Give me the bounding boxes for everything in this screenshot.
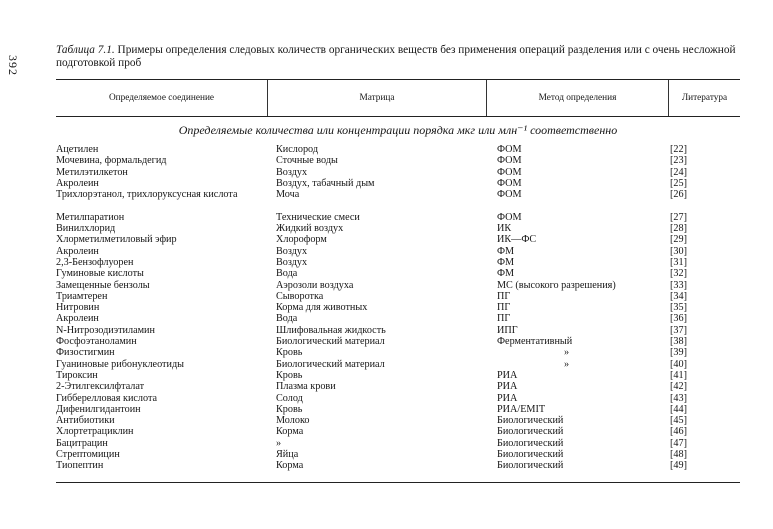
reference-cell: [31] — [670, 256, 687, 268]
matrix-cell: Моча — [276, 189, 300, 201]
reference-cell: [41] — [670, 369, 687, 381]
compound-cell: N-Нитрозодиэтиламин — [56, 324, 155, 336]
matrix-cell: Воздух — [276, 256, 308, 268]
method-cell: ФМ — [497, 256, 515, 268]
reference-cell: [44] — [670, 403, 687, 415]
compound-cell: Гуаниновые рибонуклеотиды — [56, 358, 184, 370]
reference-cell: [48] — [670, 449, 687, 461]
matrix-cell: Хлороформ — [276, 234, 327, 246]
compound-cell: Триамтерен — [56, 290, 108, 302]
caption-text: Примеры определения следовых количеств органических веществ без применения операций разделения или с очень несложной подготовкой проб — [56, 44, 736, 69]
compound-cell: Гуминовые кислоты — [56, 268, 144, 280]
compound-cell: Стрептомицин — [56, 449, 120, 461]
table-row — [56, 404, 746, 415]
compound-cell: Хлорметилметиловый эфир — [56, 234, 177, 246]
matrix-cell: Вода — [276, 268, 298, 280]
compound-cell: Замещенные бензолы — [56, 279, 150, 291]
table-row — [56, 257, 746, 268]
method-cell: Биологический — [497, 460, 564, 472]
table-row — [56, 280, 746, 291]
matrix-cell: Кислород — [276, 144, 319, 155]
method-cell: ПГ — [497, 313, 511, 325]
reference-cell: [27] — [670, 211, 687, 223]
header-literature: Литература — [681, 93, 728, 103]
matrix-cell: Плазма крови — [276, 381, 336, 393]
method-cell: Биологический — [497, 437, 564, 449]
matrix-cell: Сыворотка — [276, 290, 324, 302]
method-cell: МС (высокого разрешения) — [497, 279, 616, 291]
compound-cell: Трихлорэтанол, трихлоруксусная кислота — [56, 189, 238, 201]
method-cell: » — [564, 347, 570, 359]
header-matrix: Матрица — [359, 93, 395, 103]
reference-cell: [33] — [670, 279, 687, 291]
reference-cell: [32] — [670, 268, 687, 280]
method-cell: ФМ — [497, 245, 515, 257]
table-row — [56, 415, 746, 426]
reference-cell: [38] — [670, 336, 687, 348]
compound-cell: Дифенилгидантоин — [56, 403, 141, 415]
table-row — [56, 155, 746, 166]
matrix-cell: Кровь — [276, 347, 303, 359]
table-row — [56, 426, 746, 437]
method-cell: ФОМ — [497, 144, 522, 155]
matrix-cell: Воздух, табачный дым — [276, 177, 375, 189]
method-cell: Биологический — [497, 449, 564, 461]
compound-cell: Антибиотики — [56, 415, 115, 427]
matrix-cell: Сточные воды — [276, 155, 338, 167]
matrix-cell: Корма для животных — [276, 302, 368, 314]
matrix-cell: Биологический материал — [276, 336, 385, 348]
matrix-cell: Кровь — [276, 369, 303, 381]
method-cell: Ферментативный — [497, 336, 573, 348]
method-cell: ФОМ — [497, 189, 522, 201]
method-cell: ПГ — [497, 302, 511, 314]
compound-cell: Винилхлорид — [56, 223, 116, 235]
matrix-cell: Жидкий воздух — [276, 223, 344, 235]
reference-cell: [43] — [670, 392, 687, 404]
matrix-cell: Солод — [276, 392, 303, 404]
header-compound: Определяемое соединение — [108, 93, 215, 103]
matrix-cell: Корма — [276, 460, 304, 472]
table-row — [56, 234, 746, 245]
reference-cell: [45] — [670, 415, 687, 427]
compound-cell: Нитровин — [56, 302, 100, 314]
reference-cell: [37] — [670, 324, 687, 336]
compound-cell: Фосфоэтаноламин — [56, 336, 137, 348]
method-cell: » — [564, 358, 570, 370]
reference-cell: [30] — [670, 245, 687, 257]
matrix-cell: » — [276, 437, 282, 449]
reference-cell: [36] — [670, 313, 687, 325]
reference-cell: [47] — [670, 437, 687, 449]
table-row — [56, 313, 746, 324]
table-row — [56, 178, 746, 189]
compound-cell: Акролеин — [56, 177, 99, 189]
table-row — [56, 144, 746, 155]
method-cell: ФМ — [497, 268, 515, 280]
reference-cell: [25] — [670, 177, 687, 189]
table-row — [56, 212, 746, 223]
method-cell: ИПГ — [497, 324, 518, 336]
table-row — [56, 246, 746, 257]
table-row — [56, 347, 746, 358]
compound-cell: Физостигмин — [56, 347, 115, 359]
table-row — [56, 302, 746, 313]
reference-cell: [35] — [670, 302, 687, 314]
caption-label: Таблица 7.1. — [56, 44, 115, 56]
table-row — [56, 189, 746, 212]
reference-cell: [46] — [670, 426, 687, 438]
compound-cell: Тиопептин — [56, 460, 104, 472]
compound-cell: Хлортетрациклин — [56, 426, 134, 438]
table-row — [56, 370, 746, 381]
table-caption — [56, 44, 756, 70]
method-cell: ПГ — [497, 290, 511, 302]
table-row — [56, 268, 746, 279]
matrix-cell: Воздух — [276, 166, 308, 178]
reference-cell: [42] — [670, 381, 687, 393]
matrix-cell: Воздух — [276, 245, 308, 257]
reference-cell: [29] — [670, 234, 687, 246]
compound-cell: Тироксин — [56, 369, 98, 381]
matrix-cell: Аэрозоли воздуха — [276, 279, 354, 291]
table-row — [56, 336, 746, 347]
compound-cell: Акролеин — [56, 313, 99, 325]
matrix-cell: Биологический материал — [276, 358, 385, 370]
method-cell: РИА — [497, 392, 518, 404]
matrix-cell: Кровь — [276, 403, 303, 415]
method-cell: РИА/EMIT — [497, 403, 546, 415]
method-cell: ФОМ — [497, 177, 522, 189]
matrix-cell: Технические смеси — [276, 211, 360, 223]
matrix-cell: Молоко — [276, 415, 310, 427]
compound-cell: Гибберелловая кислота — [56, 392, 158, 404]
reference-cell: [34] — [670, 290, 687, 302]
table-row — [56, 449, 746, 460]
header-method: Метод определения — [538, 93, 617, 103]
compound-cell: 2-Этилгексилфталат — [56, 381, 145, 393]
compound-cell: Мочевина, формальдегид — [56, 155, 167, 167]
method-cell: РИА — [497, 369, 518, 381]
header-bottom-rule — [56, 116, 740, 117]
table-row — [56, 393, 746, 404]
reference-cell: [23] — [670, 155, 687, 167]
table-row — [56, 460, 746, 471]
table-row — [56, 359, 746, 370]
matrix-cell: Яйца — [276, 449, 299, 461]
table-row — [56, 291, 746, 302]
reference-cell: [26] — [670, 189, 687, 201]
compound-cell: Бацитрацин — [56, 437, 108, 449]
compound-cell: Акролеин — [56, 245, 99, 257]
reference-cell: [40] — [670, 358, 687, 370]
table-body — [56, 144, 746, 472]
method-cell: ФОМ — [497, 155, 522, 167]
method-cell: ФОМ — [497, 211, 522, 223]
compound-cell: Метилэтилкетон — [56, 166, 128, 178]
method-cell: ФОМ — [497, 166, 522, 178]
page-number: 392 — [6, 55, 20, 76]
matrix-cell: Вода — [276, 313, 298, 325]
table-row — [56, 381, 746, 392]
table-row — [56, 438, 746, 449]
method-cell: РИА — [497, 381, 518, 393]
method-cell: ИК—ФС — [497, 234, 537, 246]
matrix-cell: Шлифовальная жидкость — [276, 324, 386, 336]
reference-cell: [28] — [670, 223, 687, 235]
method-cell: Биологический — [497, 415, 564, 427]
compound-cell: Ацетилен — [56, 144, 99, 155]
reference-cell: [49] — [670, 460, 687, 472]
matrix-cell: Корма — [276, 426, 304, 438]
method-cell: ИК — [497, 223, 512, 235]
table-bottom-rule — [56, 482, 740, 483]
table-row — [56, 325, 746, 336]
reference-cell: [24] — [670, 166, 687, 178]
compound-cell: 2,3-Бензофлуорен — [56, 256, 134, 268]
compound-cell: Метилпаратион — [56, 211, 125, 223]
table-row — [56, 223, 746, 234]
method-cell: Биологический — [497, 426, 564, 438]
reference-cell: [22] — [670, 144, 687, 155]
table-row — [56, 167, 746, 178]
section-subheading: Определяемые количества или концентрации порядка мкг или млн⁻¹ соответственно — [178, 123, 618, 137]
reference-cell: [39] — [670, 347, 687, 359]
